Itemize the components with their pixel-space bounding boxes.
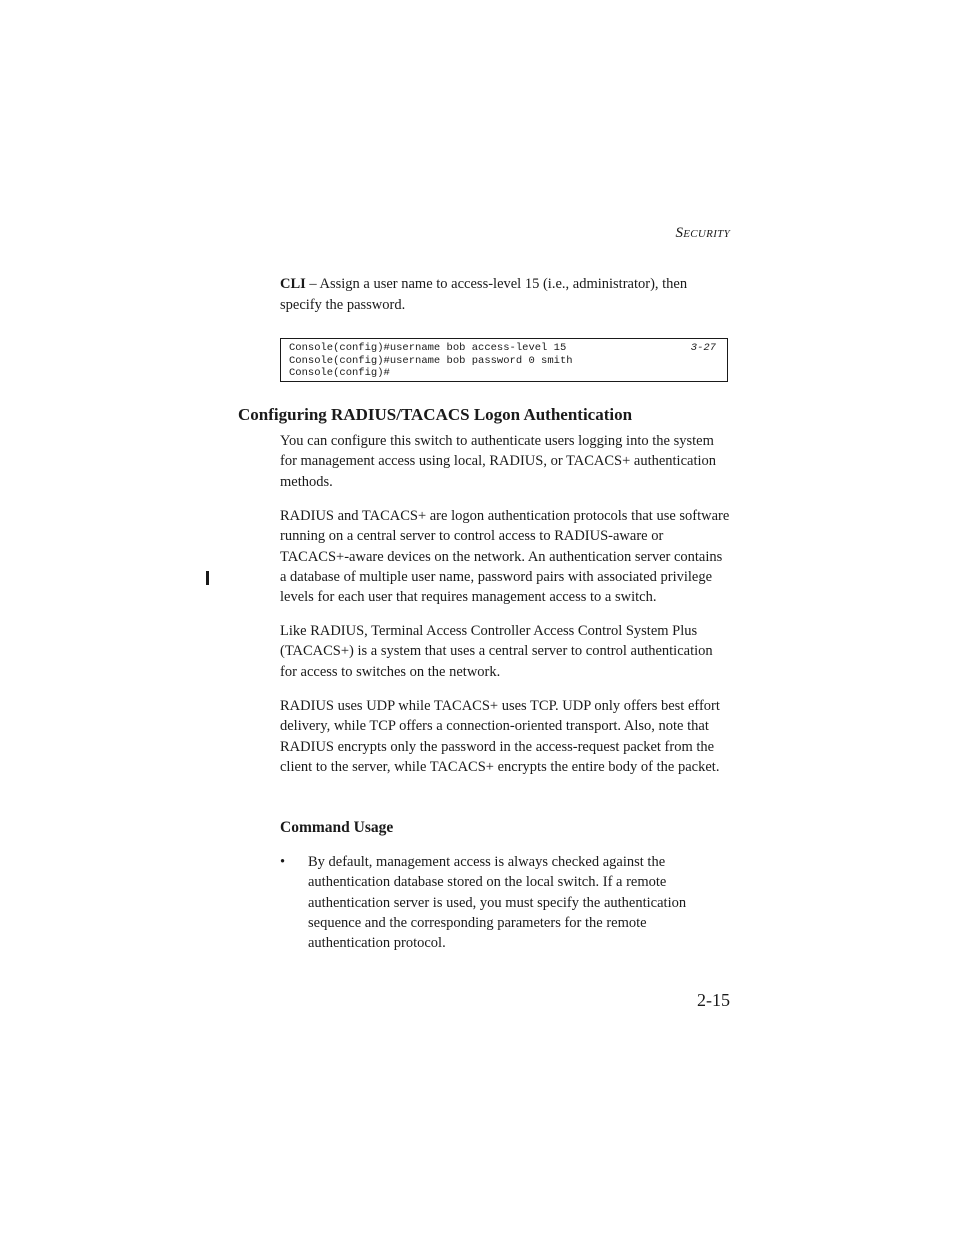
body-paragraph: RADIUS uses UDP while TACACS+ uses TCP. UDP only offers best effort delivery, while TCP offers a connection-oriented transport. Also, note that RADIUS encrypts only the password in the access-request packet from the client to the server, while TACACS+ encrypts the entire body of the packet. [280,698,720,775]
list-item [280,852,720,953]
code-line: Console(config)# [289,367,390,379]
code-example-box [280,338,728,382]
bullet-icon: • [280,854,286,870]
cli-label: CLI [280,276,306,292]
code-page-reference: 3-27 [690,342,716,354]
page-number: 2-15 [697,990,730,1010]
body-paragraph: Like RADIUS, Terminal Access Controller Access Control System Plus (TACACS+) is a system that uses a central server to control authentication for access to switches on the network. [280,623,713,680]
section-heading: Configuring RADIUS/TACACS Logon Authentication [238,405,633,424]
code-line: Console(config)#username bob access-level 15 [289,342,567,354]
body-paragraph: RADIUS and TACACS+ are logon authentication protocols that use software running on a central server to control access to RADIUS-aware or TACACS+-aware devices on the network. An authentication server contains a database of multiple user name, password pairs with associated privilege levels for each user that requires management access to a switch. [280,508,730,606]
cli-paragraph [280,274,730,316]
list-item-text: By default, management access is always checked against the authentication database stored on the local switch. If a remote authentication server is used, you must specify the authentication sequence and the corresponding parameters for the remote authentication protocol. [308,854,687,952]
command-usage-heading: Command Usage [280,819,394,836]
running-header: Security [675,225,730,241]
cli-description: – Assign a user name to access-level 15 (i.e., administrator), then specify the password. [280,276,688,313]
change-bar-marker [206,571,209,585]
code-line: Console(config)#username bob password 0 smith [289,354,573,367]
body-paragraph: You can configure this switch to authenticate users logging into the system for management access using local, RADIUS, or TACACS+ authentication methods. [280,433,717,490]
command-usage-list [280,852,720,953]
